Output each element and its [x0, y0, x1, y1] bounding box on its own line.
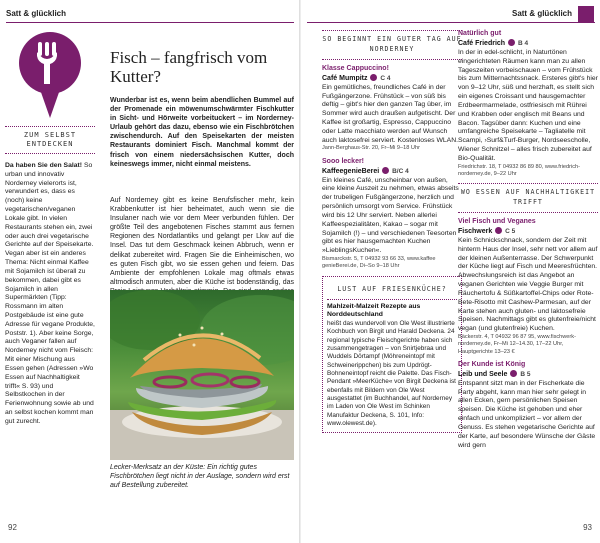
venue-name-text: Leib und Seele	[458, 370, 508, 378]
venue-name	[322, 74, 462, 84]
location-icon	[508, 39, 515, 46]
venue-entry	[458, 218, 598, 356]
header-rule-left	[6, 22, 294, 23]
sidebar	[5, 30, 95, 427]
sidebar-body: So urban und innovativ Norderney vielerorts ist, verwundert es, dass es (noch) keine vegetarischen/veganen Lokale gibt. In vielen Restaurants stehen ein, zwei oder auch drei vegetarische Gerichte auf der Speisekarte. Vegan aber ist ein anderes Thema: Nicht einmal Kaffee mit Sojamilch ist überall zu bekommen, dabei gibt es Sojamilch in allen Supermärkten (Tipp: Rossmann im alten Postgebäude ist eine gute Adresse für vegane Produkte, Poststr. 1). Aber keine Sorge, auch Veganer fallen auf Norderney nicht vom Fleisch: Mit einer Mischung aus Essen gehen (Adressen »Wo Essen auf Nachhaltigkeit trifft« S. 93) und Selbstkochen in der Ferienwohnung sowie ab und an selbst kochen kommt man gut zurecht.	[5, 161, 95, 425]
location-icon	[370, 74, 377, 81]
fish-sandwich-photo	[110, 290, 294, 460]
info-box-text: heißt das wundervoll von Ole West illustrierte Kochbuch von Birgit und Harald Deckena. 24 regional typische Fleischgerichte haben sich zusammengetragen – von Snirtjebraa und Wuddels Dörtampf (Möhreneintopf mit Schweinerippchen) bis zum Updrögt-Bohneneintopf reicht die Palette. Das Fisch-Pendant »MeerKüche« von Birgit Deckena ist ebenfalls mit Bildern von Ole West ausgestattet (im Buchhandel, auf Norderney im Laden von Ole West im Schinken Manufaktur Deckena, S. 101, Info: www.olewest.de).	[327, 319, 456, 427]
venue-entry	[322, 158, 462, 271]
header-color-tab	[578, 6, 594, 22]
venue-entry	[458, 30, 598, 178]
fork-pin-icon	[19, 32, 81, 120]
venue-name	[458, 227, 598, 237]
right-page	[301, 0, 600, 543]
info-box-title: Mahlzeit-Malzeit Rezepte aus Norddeutschland	[327, 302, 421, 319]
page-number-right: 93	[583, 522, 592, 532]
venue-address: Friedrichstr. 18, T 04932 86 89 80, www.friedrich-norderney.de, 9–22 Uhr	[458, 163, 580, 177]
venue-tagline: Viel Fisch und Veganes	[458, 217, 536, 225]
venue-description: Entspannt sitzt man in der Fischerkate die Party abgeht, kann man hier sehr gelegt in allen Ecken, gern persönlichen Speisen speisen. Die Küche ist gehoben und eher einfach und unkompliziert – vor allem der Genuss. Es stehen vegetarische Gerichte auf der Karte, auf besondere Wünsche der Gäste wird gern	[458, 379, 596, 449]
left-page	[0, 0, 299, 543]
running-header-left-text: Satt & glücklich	[6, 8, 67, 18]
map-position: B/C 4	[392, 167, 409, 175]
venue-description: In der in edel-schlicht, in Naturtönen eingerichteten Räumen kann man zu allen Tageszeiten vorbeischauen – vom Frühstück bis zum Mitternachtssnack. Ersteres gibt's hier von 9–12 Uhr, süß und herzhaft, es stellt sich ein eigenes Croissant und hausgemachter Erdbeermarmelade, ostfriesisch mit Rührei und Krabben oder englisch mit Beans und Bacon. Tagsüber dann: Kuchen und eine umfangreiche Speisekarte – Tagliatelle mit Scampi, ›Surf&Turf-Burger, Nordseescholle, Wiener Schnitzel – alles frisch zubereitet auf Bio-Qualität.	[458, 48, 598, 162]
venue-name	[322, 167, 462, 177]
running-header-left	[6, 6, 294, 22]
venue-tagline: Sooo lecker!	[322, 157, 365, 165]
venue-tagline: Der Kunde ist König	[458, 360, 526, 368]
article-body: Auf Norderney gibt es keine Berufsfischer mehr, kein Krabbenkutter ist hier beheimatet, auch wenn sie die Insulaner nach wie vor dem Meer verbunden fühlen. Der größte Teil des angebotenen Fisches stammt aus fernen Regionen des Nordatlantiks und gelangt per Lkw auf die Insel. Das tut dem Geschmack keinen Abbruch, wenn er delikat zubereitet wird. Fragen Sie die Einheimischen, wo es guten Fisch gibt, wo sie essen gehen und feiern. Das Ambiente der empfohlenen Lokale mag oftmals etwas altmodisch anmuten, aber die Küche ist bodenständig, das	[110, 197, 294, 286]
venue-name	[458, 39, 598, 49]
right-column-1	[322, 30, 462, 433]
venue-name-text: Café Friedrich	[458, 39, 506, 47]
sidebar-lead: Da haben Sie den Salat!	[5, 161, 83, 169]
venue-description: Ein gemütliches, freundliches Café in der Fußgängerzone. Frühstück – von süß bis deftig – gibt's hier den ganzen Tag über, im Sommer wird auch draußen aufgetischt. Der Kaffee ist großartig, Espresso, Cappuccino oder Latte macchiato werden auf Wunsch auch laktosefrei serviert. Kostenloses WLAN.	[322, 83, 458, 144]
map-position: C 4	[380, 74, 391, 82]
running-header-right-text: Satt & glücklich	[511, 8, 572, 18]
venue-description: Ein kleines Café, unscheinbar von außen, eine kleine Auszeit zu nehmen, etwas abseits der trubeligen Fußgängerzone, herzlich und persönlich umsorgt vom Service. Frühstück wird bis 12 Uhr serviert. Neben allerlei Kaffeespezialitäten, Kakao – sogar mit Sojamilch (!) – und verschiedenen Teesorten gibt es hier hausgemachten Kuchen »LieblingsKuchen«.	[322, 176, 459, 255]
venue-entry	[322, 65, 462, 153]
venue-name	[458, 370, 598, 380]
photo-caption: Lecker-Merksatz an der Küste: Ein richtig gutes Fischbrötchen liegt nicht in der Auslage, sondern wird erst auf Bestellung zubereitet.	[110, 464, 290, 490]
venue-tagline: Klasse Cappuccino!	[322, 64, 389, 72]
info-box-heading: LUST AUF FRIESENKÜCHE?	[327, 281, 457, 300]
map-position: B 5	[520, 370, 531, 378]
location-icon	[382, 167, 389, 174]
sidebar-heading: ZUM SELBST ENTDECKEN	[5, 126, 95, 154]
map-position: C 5	[505, 227, 516, 235]
article-title: Fisch – fangfrisch vom Kutter?	[110, 48, 268, 87]
right-column-2	[458, 30, 598, 450]
venue-address: Bäckerstr. 4, T 04932 96 87 95, www.fischwerk-norderney.de, Fr–Mi 12–14.30, 17–22 Uhr, Hauptgerichte 13–23 €	[458, 334, 576, 355]
page-number-left: 92	[8, 522, 17, 532]
section-heading-sustainability: WO ESSEN AUF NACHHALTIGKEIT TRIFFT	[458, 183, 598, 213]
venue-description: Kein Schnickschnack, sondern der Zeit mit hinterm Haus der Insel, sehr nett vor allem auf der kleinen Außenterrasse. Der Schwerpunkt der Küche liegt auf Fisch und Meeresfrüchten. Abwechslungsreich ist das Angebot an veganen Gerichten wie Veggie Burger mit Räuchertofu & Süßkartoffel-Chips oder Rote-Bete-Risotto mit Cashew-Parmesan, auf der Karte stehen auch gluten- und laktosefreie Speisen. Nachmittags gibt es glutenfreie/nicht vegan (und glutenfreie) Kuchen.	[458, 236, 598, 333]
info-box-friesenkueche	[322, 276, 462, 434]
article-intro: Wunderbar ist es, wenn beim abendlichen Bummel auf der Promenade ein möwenumschwärmter Fischkutter in Sicht- und Hörweite vorbeituckert – im Norderney-Urlaub gehört das dazu, ebenso wie ein Fischbrötchen zwischendurch. Auf den Speisekarten der meisten Restaurants dominiert Fisch. Manchmal kommt der frisch von einem niedersächsischen Kutter, doch keineswegs immer, nicht einmal meistens.	[110, 97, 294, 168]
venue-tagline: Natürlich gut	[458, 30, 502, 37]
venue-address: Bismarckstr. 5, T 04932 93 66 33, www.kaffee genieBerei.de, Di–So 9–18 Uhr	[322, 256, 436, 270]
venue-name-text: Fischwerk	[458, 227, 493, 235]
section-heading-breakfast: SO BEGINNT EIN GUTER TAG AUF NORDERNEY	[322, 30, 462, 60]
location-icon	[510, 370, 517, 377]
header-rule-right	[307, 22, 595, 23]
venue-entry	[458, 361, 598, 451]
running-header-right	[306, 6, 594, 22]
location-icon	[495, 227, 502, 234]
map-position: B 4	[517, 39, 529, 47]
sidebar-text	[5, 162, 95, 427]
venue-name-text: Café Mumpitz	[322, 74, 368, 82]
venue-address: Jann-Berghaus-Str. 20, Fr–Mi 9–18 Uhr	[322, 145, 420, 152]
venue-name-text: KaffeegenieBerei	[322, 167, 380, 175]
